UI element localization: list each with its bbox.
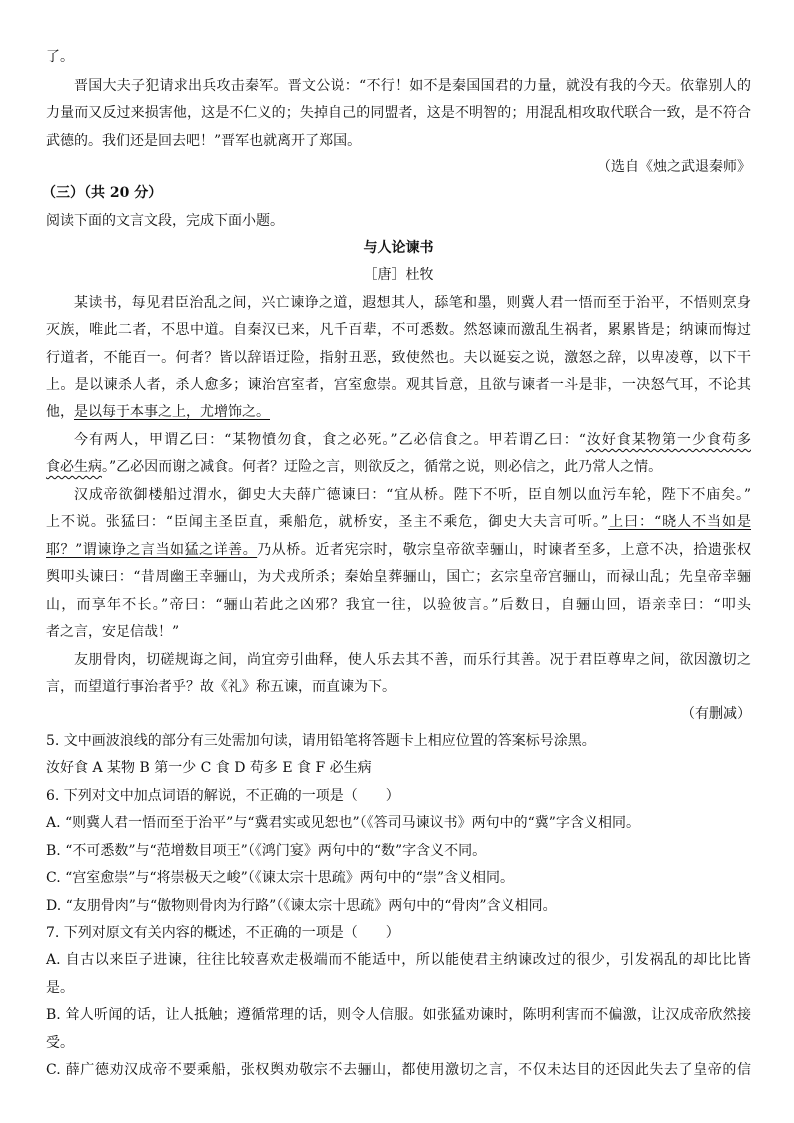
instruction-text: 阅读下面的文言文段，完成下面小题。 [46, 213, 284, 229]
question-7-option-b: B. 耸人听闻的话，让人抵触；遵循常理的话，则令人信服。如张猛劝谏时，陈明利害而不偏激，让汉成帝欣然接 [46, 1007, 751, 1023]
passage-line: 山，而享年不长。”帝曰：“骊山若此之凶邪？我宜一往，以验彼言。”后数日，自骊山回，语亲幸曰：“叩头 [46, 597, 751, 613]
question-7: 7. 下列对原文有关内容的概述，不正确的一项是（ ） [46, 925, 400, 941]
question-6-option-c: C. “宫室愈崇”与“将崇极天之峻”（《谏太宗十思疏》两句中的“崇”含义相同。 [46, 870, 515, 886]
passage-line: 食必生病。”乙必因而谢之减食。何者？迂险之言，则欲反之，循常之说，则必信之，此乃常人之情。 [46, 459, 663, 475]
passage-line: 言，而望道行事治者乎？故《礼》称五谏，而直谏为下。 [46, 679, 396, 695]
question-6-option-d: D. “友朋骨肉”与“傲物则骨肉为行路”（《谏太宗十思疏》两句中的“骨肉”含义相同。 [46, 898, 557, 914]
text-line: 了。 [46, 49, 74, 65]
article-title: 与人论谏书 [363, 240, 434, 256]
passage-line: 今有两人，甲谓乙曰：“某物憤勿食，食之必死。”乙必信食之。甲若谓乙曰：“汝好食某物第一少食苟多 [74, 432, 751, 448]
passage-line: 灭族，唯此二者，不思中道。自秦汉已来，凡千百辈，不可悉数。然怒谏而激乱生祸者，累累皆是；纳谏而悔过 [46, 322, 751, 338]
paragraph-line: 晋国大夫子犯请求出兵攻击秦军。晋文公说：“不行！如不是秦国国君的力量，就没有我的今天。依靠别人的 [74, 78, 751, 94]
passage-line: 上不说。张猛曰：“臣闻主圣臣直，乘船危，就桥安，圣主不乘危，御史大夫言可听。”上曰：“晓人不当如是 [46, 514, 751, 530]
question-6-option-a: A. “则冀人君一悟而至于治平”与“冀君实或见恕也”（《答司马谏议书》两句中的“冀”字含义相同。 [46, 815, 640, 831]
article-author: ［唐］杜牧 [363, 267, 434, 283]
question-7-option-c: C. 薛广德劝汉成帝不要乘船，张权舆劝敬宗不去骊山，都使用激切之言，不仅未达目的还因此失去了皇帝的信 [46, 1062, 751, 1078]
passage-line: 上。是以谏杀人者，杀人愈多；谏治宫室者，宫室愈崇。观其旨意，且欲与谏者一斗是非，一决怒气耳，不论其 [46, 377, 751, 393]
underlined-sentence: 是以每于本事之上，尤增饰之。 [74, 404, 270, 420]
question-6-option-b: B. “不可悉数”与“范增数目项王”（《鸿门宴》两句中的“数”字含义不同。 [46, 843, 487, 859]
paragraph-line: 力量而又反过来损害他，这是不仁义的；失掉自己的同盟者，这是不明智的；用混乱相攻取代联合一致，是不符合 [46, 105, 751, 121]
wavy-underlined-text: 食必生病 [46, 459, 102, 475]
source-citation: （选自《烛之武退秦师》 [597, 159, 751, 175]
section-heading: （三）（共 20 分） [42, 185, 163, 201]
passage-line: 他，是以每于本事之上，尤增饰之。 [46, 404, 270, 420]
question-6: 6. 下列对文中加点词语的解说，不正确的一项是（ ） [46, 788, 400, 804]
question-7-option-a: A. 自古以来臣子进谏，往往比较喜欢走极端而不能适中，所以能使君主纳谏改过的很少，引发祸乱的却比比皆 [46, 952, 751, 968]
passage-line: 行道者，不能百一。何者？皆以辞语迂险，指射丑恶，致使然也。夫以诞妄之说，激怒之辞，以卑凌尊，以下干 [46, 350, 751, 366]
abridged-note: （有删减） [681, 706, 751, 722]
question-7-option-b-cont: 受。 [46, 1035, 74, 1051]
question-5-options: 汝好食 A 某物 B 第一少 C 食 D 苟多 E 食 F 必生病 [46, 760, 372, 776]
passage-line: 汉成帝欲御楼船过渭水，御史大夫薛广德谏曰：“宜从桥。陛下不听，臣自刎以血污车轮，陛下不庙矣。” [74, 487, 751, 503]
underlined-sentence: 上曰：“晓人不当如是 [608, 514, 751, 530]
question-7-option-a-cont: 是。 [46, 980, 74, 996]
passage-line: 耶？”谓谏诤之言当如猛之详善。乃从桥。近者宪宗时，敬宗皇帝欲幸骊山，时谏者至多，上意不决，拾遗张权 [46, 542, 751, 558]
passage-line: 友朋骨肉，切磋规诲之间，尚宜旁引曲释，使人乐去其不善，而乐行其善。况于君臣尊卑之间，欲因激切之 [74, 652, 751, 668]
question-5: 5. 文中画波浪线的部分有三处需加句读，请用铅笔将答题卡上相应位置的答案标号涂黑。 [46, 733, 596, 749]
passage-line: 某读书，每见君臣治乱之间，兴亡谏诤之道，遐想其人，舔笔和墨，则冀人君一悟而至于治平，不悟则烹身 [74, 295, 751, 311]
passage-line: 舆叩头谏曰：“昔周幽王幸骊山，为犬戎所杀；秦始皇葬骊山，国亡；玄宗皇帝宫骊山，而禄山乱；先皇帝幸骊 [46, 569, 751, 585]
wavy-underlined-text: 汝好食某物第一少食苟多 [585, 432, 751, 448]
underlined-sentence: 耶？”谓谏诤之言当如猛之详善。 [46, 542, 258, 558]
paragraph-line: 武德的。我们还是回去吧！”晋军也就离开了郑国。 [46, 133, 362, 149]
passage-line: 者之言，安足信哉！” [46, 624, 180, 640]
